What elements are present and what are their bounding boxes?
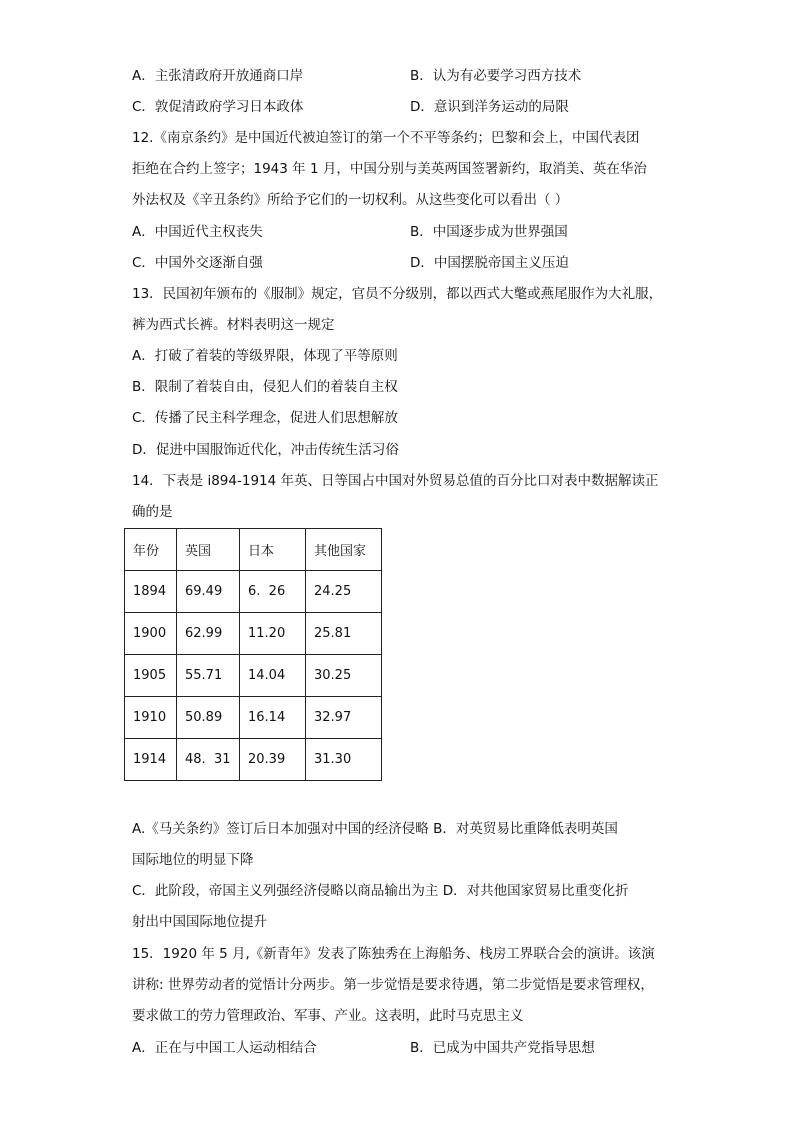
q12-option-c[interactable]: C．中国外交逐渐自强 <box>132 255 263 271</box>
table-cell: 1905 <box>125 655 177 697</box>
table-cell: 48. 31 <box>177 739 240 781</box>
q11-options-row-2 <box>132 97 732 117</box>
table-row <box>125 697 382 739</box>
q15-stem-line-2: 讲称: 世界劳动者的觉悟计分两步。第一步觉悟是要求待遇，第二步觉悟是要求管理权， <box>132 977 654 993</box>
q14-stem-line-1: 14．下表是 i894-1914 年英、日等国占中国对外贸易总值的百分比口对表中数据解读正 <box>132 473 659 489</box>
q12-options-row-2 <box>132 253 732 273</box>
q15-options-row-1 <box>132 1038 732 1058</box>
table-cell: 25.81 <box>306 613 382 655</box>
trade-share-table <box>124 528 382 781</box>
q12-option-a[interactable]: A．中国近代主权丧失 <box>132 224 263 240</box>
q14-stem-line-2: 确的是 <box>132 504 173 520</box>
q12-stem-line-1: 12.《南京条约》是中国近代被迫签订的第一个不平等条约；巴黎和会上，中国代表团 <box>132 130 640 146</box>
table-cell: 1900 <box>125 613 177 655</box>
table-header-cell: 其他国家 <box>306 529 382 571</box>
table-cell: 69.49 <box>177 571 240 613</box>
q14-options-line-2[interactable]: 国际地位的明显下降 <box>132 852 254 868</box>
q15-option-b[interactable]: B．已成为中国共产党指导思想 <box>410 1040 595 1056</box>
q12-stem-line-2: 拒绝在合约上签字；1943 年 1 月，中国分别与美英两国签署新约，取消美、英在华治 <box>132 161 647 177</box>
table-cell: 32.97 <box>306 697 382 739</box>
table-cell: 50.89 <box>177 697 240 739</box>
table-cell: 20.39 <box>240 739 306 781</box>
q13-option-d[interactable]: D．促进中国服饰近代化，冲击传统生活习俗 <box>132 442 399 458</box>
table-header-row <box>125 529 382 571</box>
q11-option-d[interactable]: D．意识到洋务运动的局限 <box>410 99 569 115</box>
table-row <box>125 571 382 613</box>
q12-stem-line-3: 外法权及《辛丑条约》所给予它们的一切权利。从这些变化可以看出（ ） <box>132 192 569 208</box>
table-cell: 31.30 <box>306 739 382 781</box>
q13-stem-line-1: 13．民国初年颁布的《服制》规定，官员不分级别，都以西式大氅或燕尾服作为大礼服， <box>132 286 663 302</box>
q15-option-a[interactable]: A．正在与中国工人运动相结合 <box>132 1040 317 1056</box>
table-cell: 1914 <box>125 739 177 781</box>
q11-options-row-1 <box>132 66 732 86</box>
table-header-cell: 日本 <box>240 529 306 571</box>
table-cell: 1910 <box>125 697 177 739</box>
table-cell: 30.25 <box>306 655 382 697</box>
table-cell: 16.14 <box>240 697 306 739</box>
table-cell: 24.25 <box>306 571 382 613</box>
table-row <box>125 613 382 655</box>
table-cell: 6. 26 <box>240 571 306 613</box>
q12-option-d[interactable]: D．中国摆脱帝国主义压迫 <box>410 255 569 271</box>
table-cell: 1894 <box>125 571 177 613</box>
table-cell: 14.04 <box>240 655 306 697</box>
table-header-cell: 年份 <box>125 529 177 571</box>
q15-stem-line-1: 15．1920 年 5 月,《新青年》发表了陈独秀在上海船务、栈房工界联合会的演讲。该演 <box>132 946 655 962</box>
q12-option-b[interactable]: B．中国逐步成为世界强国 <box>410 224 568 240</box>
table-cell: 55.71 <box>177 655 240 697</box>
table-header-cell: 英国 <box>177 529 240 571</box>
table-cell: 62.99 <box>177 613 240 655</box>
table-row <box>125 655 382 697</box>
q14-options-line-4[interactable]: 射出中国国际地位提升 <box>132 914 267 930</box>
q12-options-row-1 <box>132 222 732 242</box>
q13-stem-line-2: 裤为西式长裤。材料表明这一规定 <box>132 317 335 333</box>
q14-options-line-1[interactable]: A.《马关条约》签订后日本加强对中国的经济侵略 B．对英贸易比重降低表明英国 <box>132 821 618 837</box>
q13-option-b[interactable]: B．限制了着装自由，侵犯人们的着装自主权 <box>132 379 398 395</box>
q14-options-line-3[interactable]: C．此阶段，帝国主义列强经济侵略以商品输出为主 D．对共他国家贸易比重变化折 <box>132 883 629 899</box>
q13-option-a[interactable]: A．打破了着装的等级界限，体现了平等原则 <box>132 348 398 364</box>
q13-option-c[interactable]: C．传播了民主科学理念，促进人们思想解放 <box>132 410 398 426</box>
q11-option-c[interactable]: C．敦促清政府学习日本政体 <box>132 99 304 115</box>
table-row <box>125 739 382 781</box>
q11-option-a[interactable]: A．主张清政府开放通商口岸 <box>132 68 304 84</box>
table-cell: 11.20 <box>240 613 306 655</box>
q15-stem-line-3: 要求做工的劳力管理政治、军事、产业。这表明，此时马克思主义 <box>132 1008 524 1024</box>
q11-option-b[interactable]: B．认为有必要学习西方技术 <box>410 68 582 84</box>
